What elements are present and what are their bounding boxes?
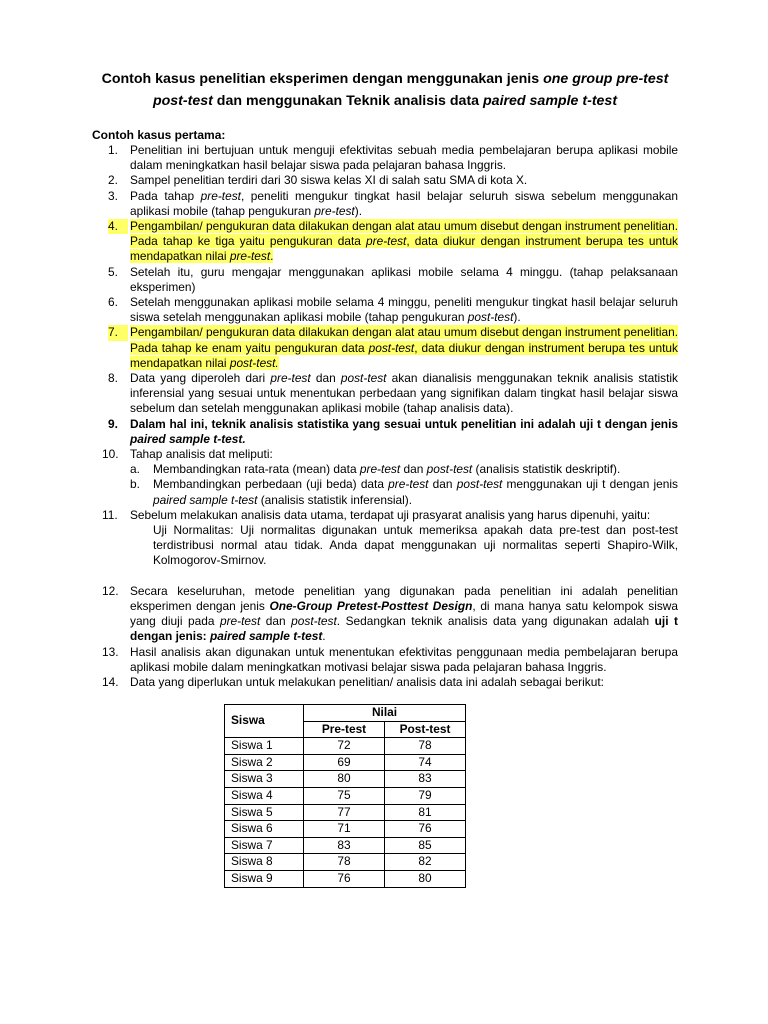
table-row: Siswa 3 80 83	[225, 771, 466, 788]
header-nilai: Nilai	[304, 705, 466, 722]
list-item-7-highlighted: 7. Pengambilan/ pengukuran data dilakukan dengan alat atau umum disebut dengan instrument penelitian. Pada tahap ke enam yaitu pengukuran data post-test, data diukur dengan instrument berupa tes untuk mendapatkan nilai post-test.	[108, 325, 679, 370]
sub-item-b: b. Membandingkan perbedaan (uji beda) data pre-test dan post-test menggunakan uji t dengan jenis paired sample t-test (analisis statistik inferensial).	[130, 477, 678, 507]
list-item-5: 5. Setelah itu, guru mengajar menggunakan aplikasi mobile selama 4 minggu. (tahap pelaksanaan eksperimen)	[108, 264, 678, 294]
scores-table	[224, 704, 466, 888]
normality-test-paragraph: Uji Normalitas: Uji normalitas digunakan untuk memeriksa apakah data pre-test dan post-test terdistribusi normal atau tidak. Anda dapat menggunakan uji normalitas seperti Shapiro-Wilk, Kolmogorov-Smirnov.	[153, 523, 678, 568]
table-row: Siswa 4 75 79	[225, 788, 466, 805]
list-item-1: 1. Penelitian ini bertujuan untuk menguji efektivitas sebuah media pembelajaran berupa aplikasi mobile dalam meningkatkan hasil belajar siswa pada pelajaran bahasa Inggris.	[108, 143, 678, 173]
section-label: Contoh kasus pertama:	[92, 128, 226, 142]
table-row: Siswa 1 72 78	[225, 738, 466, 755]
sub-list	[130, 462, 678, 508]
table-row: Siswa 9 76 80	[225, 871, 466, 888]
list-item-6: 6. Setelah menggunakan aplikasi mobile selama 4 minggu, peneliti mengukur tingkat hasil belajar seluruh siswa setelah menggunakan aplikasi mobile (tahap pengukuran post-test).	[108, 295, 678, 325]
table-row: Siswa 8 78 82	[225, 854, 466, 871]
table-row: Siswa 7 83 85	[225, 837, 466, 854]
table-row: Siswa 5 77 81	[225, 804, 466, 821]
highlight: Pengambilan/ pengukuran data dilakukan dengan alat atau umum disebut dengan instrument penelitian. Pada tahap ke enam yaitu pengukuran data post-test, data diukur dengan instrument berupa tes untuk mendapatkan nilai post-test.	[130, 325, 679, 370]
list-item-4-highlighted: 4. Pengambilan/ pengukuran data dilakukan dengan alat atau umum disebut dengan instrument penelitian. Pada tahap ke tiga yaitu pengukuran data pre-test, data diukur dengan instrument berupa tes untuk mendapatkan nilai pre-test.	[108, 219, 679, 264]
sub-item-a: a. Membandingkan rata-rata (mean) data pre-test dan post-test (analisis statistik deskriptif).	[130, 462, 621, 477]
list-item-13: 13. Hasil analisis akan digunakan untuk menentukan efektivitas penggunaan media pembelajaran berupa aplikasi mobile dalam meningkatkan motivasi belajar siswa pada pelajaran bahasa Inggris.	[102, 644, 678, 674]
table-row: Siswa 6 71 76	[225, 821, 466, 838]
list-item-2: 2. Sampel penelitian terdiri dari 30 siswa kelas XI di salah satu SMA di kota X.	[108, 173, 528, 188]
list-item-3: 3. Pada tahap pre-test, peneliti mengukur tingkat hasil belajar seluruh siswa sebelum menggunakan aplikasi mobile (tahap pengukuran pre-test).	[108, 188, 678, 218]
list-item-11: 11. Sebelum melakukan analisis data utama, terdapat uji prasyarat analisis yang harus dipenuhi, yaitu: Uji Normalitas: Uji normalitas digunakan untuk memeriksa apakah data pre-test dan post-test terdistribusi normal atau tidak. Anda dapat menggunakan uji normalitas seperti Shapiro-Wilk, Kolmogorov-Smirnov.	[102, 507, 678, 568]
numbered-list	[92, 143, 678, 690]
list-item-8: 8. Data yang diperoleh dari pre-test dan post-test akan dianalisis menggunakan teknik analisis statistik inferensial yang sesuai untuk menentukan perbedaan yang signifikan dalam tingkat hasil belajar siswa sebelum dan setelah menggunakan aplikasi mobile (tahap analisis data).	[108, 371, 678, 416]
header-siswa: Siswa	[225, 705, 304, 738]
table-header-row	[225, 705, 466, 722]
document-title: Contoh kasus penelitian eksperimen dengan menggunakan jenis one group pre-test post-test dan menggunakan Teknik analisis data paired sample t-test	[101, 71, 669, 109]
list-item-10: 10. Tahap analisis dat meliputi: a. Membandingkan rata-rata (mean) data pre-test dan post-test (analisis statistik deskriptif). b. Membandingkan perbedaan (uji beda) data pre-test dan post-test menggunakan uji t dengan jenis paired sample t-test (analisis statistik inferensial).	[102, 447, 678, 507]
highlight: Pengambilan/ pengukuran data dilakukan dengan alat atau umum disebut dengan instrument penelitian. Pada tahap ke tiga yaitu pengukuran data pre-test, data diukur dengan instrument berupa tes untuk mendapatkan nilai pre-test.	[130, 219, 679, 264]
list-item-9: 9. Dalam hal ini, teknik analisis statistika yang sesuai untuk penelitian ini adalah uji t dengan jenis paired sample t-test.	[108, 416, 678, 446]
header-pre-test: Pre-test	[304, 721, 385, 738]
header-post-test: Post-test	[385, 721, 466, 738]
list-item-12: 12. Secara keseluruhan, metode penelitian yang digunakan pada penelitian ini adalah penelitian eksperimen dengan jenis One-Group Pretest-Posttest Design, di mana hanya satu kelompok siswa yang diuji pada pre-test dan post-test. Sedangkan teknik analisis data yang digunakan adalah uji t dengan jenis: paired sample t-test.	[102, 583, 678, 644]
list-item-14: 14. Data yang diperlukan untuk melakukan penelitian/ analisis data ini adalah sebagai berikut:	[102, 674, 604, 689]
table-row: Siswa 2 69 74	[225, 754, 466, 771]
